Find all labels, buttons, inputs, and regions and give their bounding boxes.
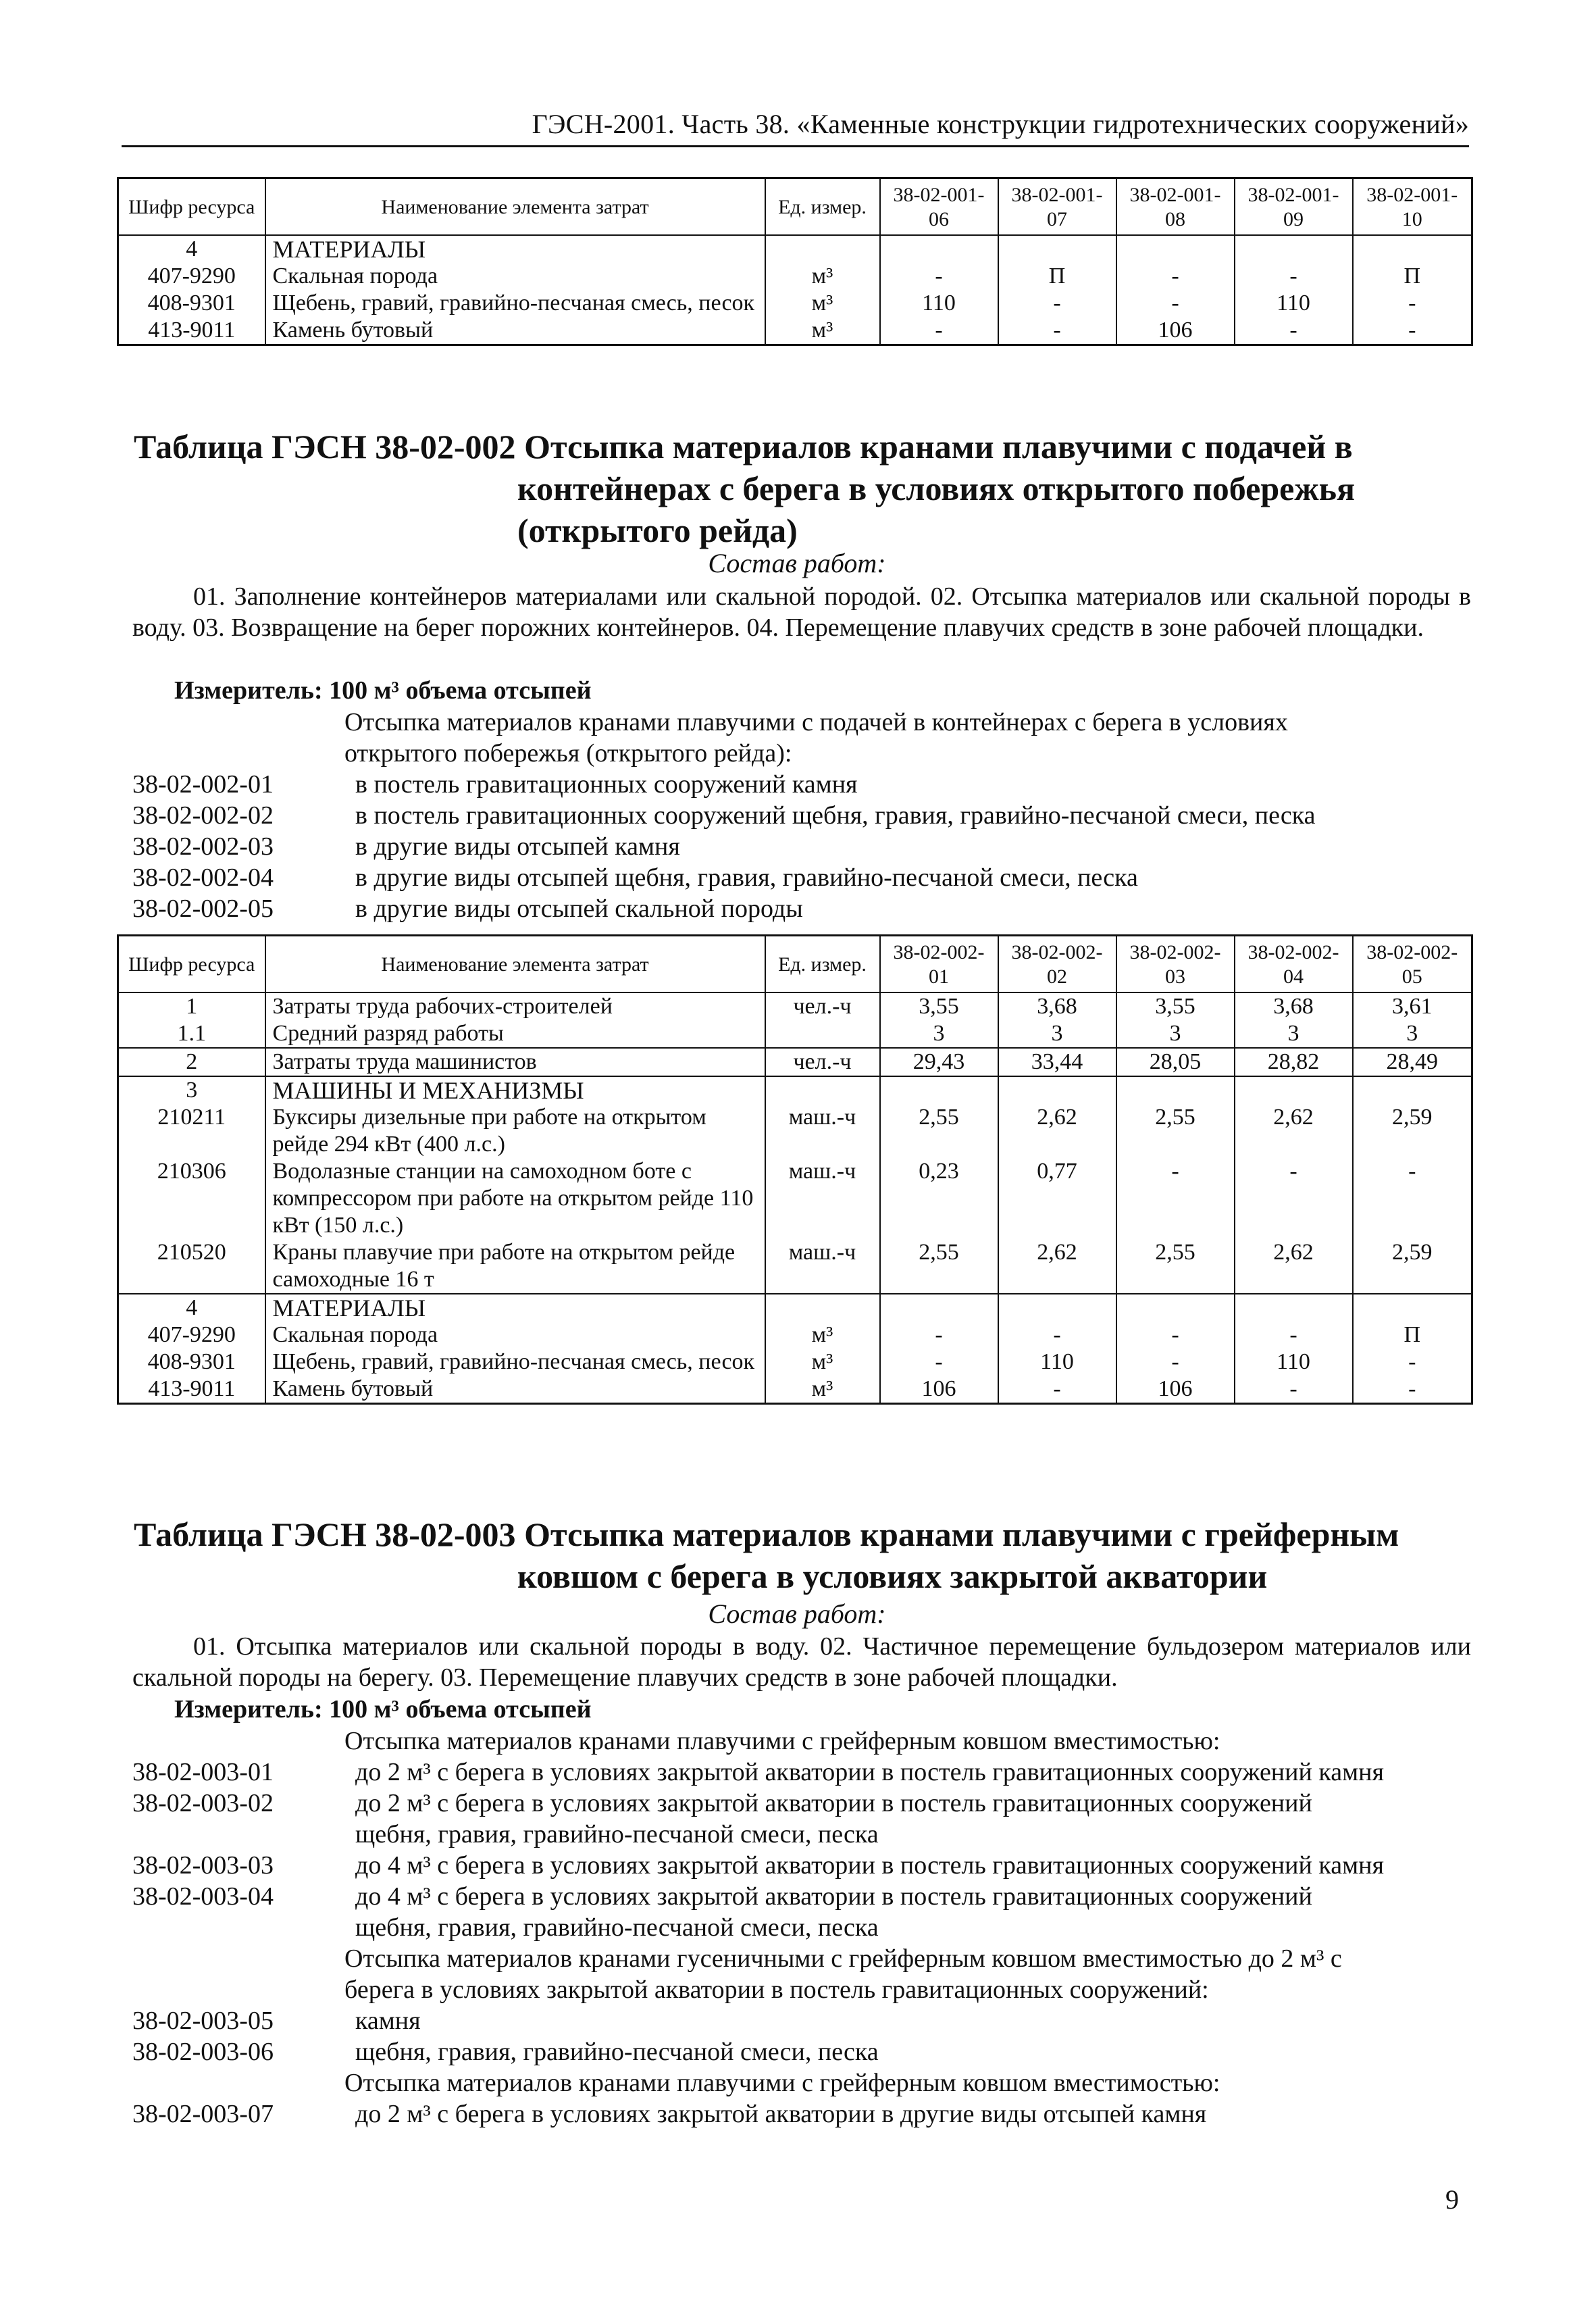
norm-intro: Отсыпка материалов кранами гусеничными с грейферным ковшом вместимостью до 2 м³ с берега в условиях закрытой акватории в постель гравитационных сооружений: [344,1944,1342,2004]
table-row: 1.1 Средний разряд работы 3 3 3 3 3 [118,1020,1472,1048]
list-item: 38-02-003-02 до 2 м³ с берега в условиях закрытой акватории в постель гравитационных сооружений щебня, гравия, гравийно-песчаной смеси, песка [132,1789,1312,1848]
section-row: 4 МАТЕРИАЛЫ [118,235,1472,263]
list-item: 38-02-003-01 до 2 м³ с берега в условиях закрытой акватории в постель гравитационных сооружений камня [132,1758,1384,1786]
col-norm: 38-02-001-07 [998,178,1116,236]
norm-code-list [132,1726,1476,2130]
col-norm: 38-02-001-10 [1353,178,1472,236]
sostav-label: Состав работ: [708,548,886,578]
section-row: 3 МАШИНЫ И МЕХАНИЗМЫ [118,1076,1472,1104]
table-row: 2 Затраты труда машинистов чел.-ч 29,43 33,44 28,05 28,82 28,49 [118,1048,1472,1076]
col-norm: 38-02-002-04 [1235,936,1353,993]
table-header-row [118,178,1472,236]
col-name: Наименование элемента затрат [265,178,765,236]
list-item: 38-02-003-05 камня [132,2007,421,2035]
list-item: 38-02-002-03 в другие виды отсыпей камня [132,832,680,861]
page-number: 9 [1445,2184,1459,2215]
col-name: Наименование элемента затрат [265,936,765,993]
list-item: 38-02-003-07 до 2 м³ с берега в условиях закрытой акватории в другие виды отсыпей камня [132,2100,1207,2128]
resource-table-002 [117,934,1473,1405]
col-code: Шифр ресурса [118,178,265,236]
page-header: ГЭСН-2001. Часть 38. «Каменные конструкции гидротехнических сооружений» [122,108,1469,147]
table-row: 407-9290 Скальная порода м³ - - - - П [118,1322,1472,1349]
resource-table-001 [117,177,1473,346]
work-composition: 01. Заполнение контейнеров материалами или скальной породой. 02. Отсыпка материалов или скальной породы в воду. 03. Возвращение на берег порожних контейнеров. 04. Перемещение плавучих средств в зоне рабочей площадки. [132,582,1471,642]
col-code: Шифр ресурса [118,936,265,993]
list-item: 38-02-003-03 до 4 м³ с берега в условиях закрытой акватории в постель гравитационных сооружений камня [132,1851,1384,1880]
table-row: 413-9011 Камень бутовый м³ - - 106 - - [118,317,1472,345]
measure-unit: Измеритель: 100 м³ объема отсыпей [174,676,592,705]
work-composition: 01. Отсыпка материалов или скальной породы в воду. 02. Частичное перемещение бульдозером материалов или скальной породы на берегу. 03. Перемещение плавучих средств в зоне рабочей площадки. [132,1632,1471,1692]
norm-code-list [132,769,1476,924]
norm-intro: Отсыпка материалов кранами плавучими с грейферным ковшом вместимостью: [344,1727,1220,1755]
list-item: 38-02-002-04 в другие виды отсыпей щебня, гравия, гравийно-песчаной смеси, песка [132,863,1138,892]
col-norm: 38-02-002-01 [880,936,998,993]
list-item: 38-02-002-01 в постель гравитационных сооружений камня [132,770,858,799]
table-row: 1 Затраты труда рабочих-строителей чел.-ч 3,55 3,68 3,55 3,68 3,61 [118,992,1472,1020]
col-norm: 38-02-002-03 [1116,936,1235,993]
table-002-code: Таблица ГЭСН 38-02-002 [134,428,516,466]
norm-intro: Отсыпка материалов кранами плавучими с подачей в контейнерах с берега в условиях открытого побережья (открытого рейда): [344,708,1288,768]
sostav-label: Состав работ: [708,1599,886,1629]
table-row: 210306 Водолазные станции на самоходном боте с компрессором при работе на открытом рейде 110 кВт (150 л.с.) маш.-ч 0,23 0,77 - - - [118,1158,1472,1239]
table-row: 408-9301 Щебень, гравий, гравийно-песчаная смесь, песок м³ - 110 - 110 - [118,1349,1472,1376]
norm-intro: Отсыпка материалов кранами плавучими с грейферным ковшом вместимостью: [344,2069,1220,2097]
table-002-title: Таблица ГЭСН 38-02-002 Отсыпка материалов кранами плавучими с подачей в контейнерах с берега в условиях открытого побережья (открытого рейда) [134,428,1356,549]
col-norm: 38-02-001-09 [1235,178,1353,236]
col-norm: 38-02-002-02 [998,936,1116,993]
col-norm: 38-02-001-08 [1116,178,1235,236]
col-unit: Ед. измер. [765,936,880,993]
col-unit: Ед. измер. [765,178,880,236]
measure-unit: Измеритель: 100 м³ объема отсыпей [174,1695,592,1724]
col-norm: 38-02-002-05 [1353,936,1472,993]
list-item: 38-02-003-06 щебня, гравия, гравийно-песчаной смеси, песка [132,2038,879,2066]
table-003-code: Таблица ГЭСН 38-02-003 [134,1515,516,1553]
list-item: 38-02-003-04 до 4 м³ с берега в условиях закрытой акватории в постель гравитационных сооружений щебня, гравия, гравийно-песчаной смеси, песка [132,1882,1312,1942]
section-row: 4 МАТЕРИАЛЫ [118,1294,1472,1322]
col-norm: 38-02-001-06 [880,178,998,236]
table-row: 413-9011 Камень бутовый м³ 106 - 106 - - [118,1376,1472,1404]
table-003-title: Таблица ГЭСН 38-02-003 Отсыпка материалов кранами плавучими с грейферным ковшом с берега в условиях закрытой акватории [134,1515,1399,1595]
table-row: 408-9301 Щебень, гравий, гравийно-песчаная смесь, песок м³ 110 - - 110 - [118,290,1472,317]
list-item: 38-02-002-02 в постель гравитационных сооружений щебня, гравия, гравийно-песчаной смеси, песка [132,801,1316,830]
table-header-row [118,936,1472,993]
list-item: 38-02-002-05 в другие виды отсыпей скальной породы [132,895,803,923]
table-row: 407-9290 Скальная порода м³ - П - - П [118,263,1472,290]
table-row: 210211 Буксиры дизельные при работе на открытом рейде 294 кВт (400 л.с.) маш.-ч 2,55 2,62 2,55 2,62 2,59 [118,1104,1472,1158]
table-row: 210520 Краны плавучие при работе на открытом рейде самоходные 16 т маш.-ч 2,55 2,62 2,55 2,62 2,59 [118,1239,1472,1294]
